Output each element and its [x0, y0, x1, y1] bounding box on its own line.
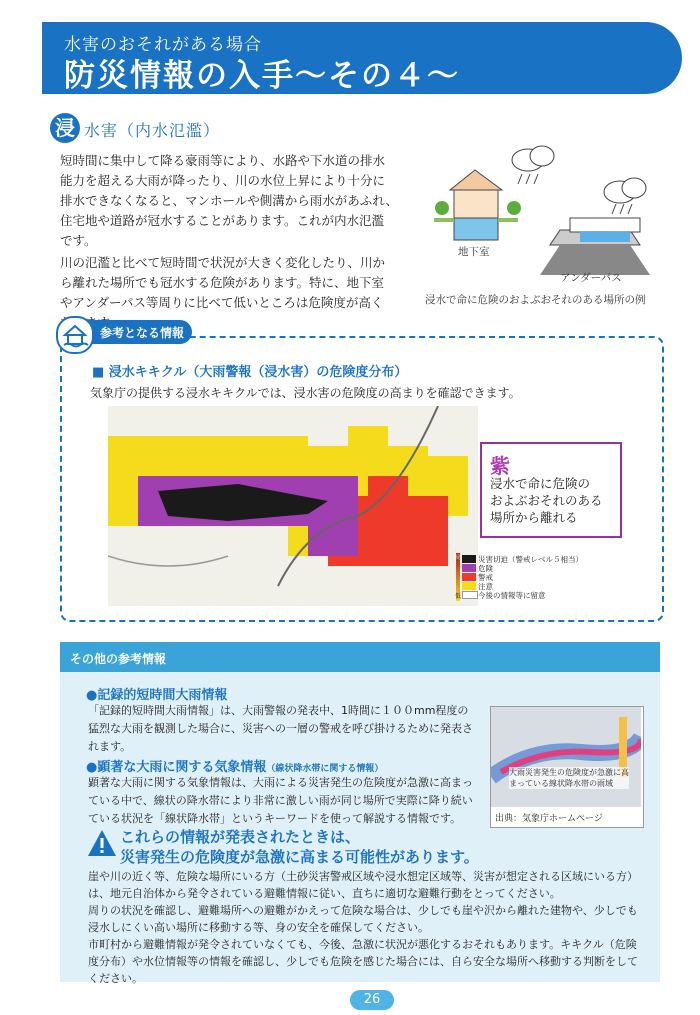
legend-label: 警戒: [478, 573, 493, 582]
basement-label: 地下室: [458, 246, 490, 258]
house-warning-icon: [56, 316, 94, 354]
section-badge: 浸: [50, 113, 80, 143]
underpass-icon: [540, 218, 650, 275]
legend-high: 高: [455, 554, 462, 561]
legend-label: 今後の情報等に留意: [478, 591, 546, 600]
kikikuru-heading: ■ 浸水キキクル（大雨警報（浸水害）の危険度分布）: [92, 365, 408, 380]
linear-rainband-title: ●顕著な大雨に関する気象情報（線状降水帯に関する情報）: [86, 760, 384, 775]
kikikuru-description: 気象庁の提供する浸水キキクルでは、浸水害の危険度の高まりを確認できます。: [90, 386, 521, 400]
rainband-map-image: [490, 706, 644, 828]
evacuation-guidance: 崖や川の近く等、危険な場所にいる方（土砂災害警戒区域や浸水想定区域等、災害が想定される区域にいる方） は、地元自治体から発令されている避難情報に従い、直ちに適切な避難行動をとってください。 周りの状況を確認し、避難場所への避難がかえって危険な場合は、少しでも崖や沢から離れた建物や、少しでも 浸水しにくい高い場所に移動する等、身の安全を確保してください。 市町村から避難情報が発令されていなくても、今後、急激に状況が悪化するおそれもあります。キキクル（危険 度分布）や水位情報等の情報を確認し、少しでも危険を感じた場合には、自ら安全な場所へ移動する判断をして ください。: [88, 870, 638, 985]
legend-swatch: [462, 573, 476, 581]
rain-cloud-icon: [512, 146, 646, 203]
other-info-heading: その他の参考情報: [70, 652, 167, 666]
section-title: 水害（内水氾濫）: [84, 121, 221, 140]
rainband-map-graphic: [491, 707, 641, 807]
linear-rainband-text: 顕著な大雨に関する気象情報は、大雨による災害発生の危険度が急激に高まっ ている中で、線状の降水帯により非常に激しい雨が同じ場所で実際に降り続い ている状況を「線状降水帯」というキーワードを使って解説する情報です。: [88, 776, 473, 825]
flood-paragraph-2: 川の氾濫と比べて短時間で状況が大きく変化したり、川か ら離れた場所でも冠水する危険があります。特に、地下室 やアンダーパス等周りに比べて低いところは危険度が高く: [60, 255, 386, 310]
legend-swatch: [462, 591, 478, 599]
legend-label: 注意: [478, 582, 493, 591]
illustration-caption: 浸水で命に危険のおよぶおそれのある場所の例: [425, 294, 646, 306]
legend-label: 災害切迫（警戒レベル５相当）: [478, 555, 583, 564]
page-title: 防災情報の入手〜その４〜: [64, 58, 460, 94]
record-rain-title: ●記録的短時間大雨情報: [86, 688, 228, 703]
record-rain-text: 「記録的短時間大雨情報」は、大雨警報の発表中、1時間に１００mm程度の 猛烈な大雨を観測した場合に、災害への一層の警戒を呼び掛けるために発表さ れます。: [88, 704, 473, 753]
photo-source: 出典：気象庁ホームページ: [495, 814, 603, 824]
warning-line-1: これらの情報が発表されたときは、: [120, 828, 361, 846]
header-subtitle: 水害のおそれがある場合: [64, 35, 262, 55]
risk-map: [108, 406, 478, 606]
legend-low: 低: [455, 593, 462, 600]
photo-inner-caption: 大雨災害発生の危険度が急激に高まっている線状降水帯の雨域: [509, 768, 629, 788]
warning-line-2: 災害発生の危険度が急激に高まる可能性があります。: [120, 848, 479, 866]
page-number: 26: [350, 990, 394, 1010]
callout-title: 紫: [490, 454, 510, 478]
legend-label: 危険: [478, 564, 493, 573]
reference-tab-label: 参考となる情報: [100, 326, 185, 340]
legend-swatch: [462, 555, 476, 563]
warning-icon: [86, 828, 118, 858]
callout-text: 浸水で命に危険の およぶおそれのある 場所から離れる: [490, 476, 603, 525]
flood-illustration: [430, 140, 650, 290]
legend-swatch: [462, 582, 476, 590]
underpass-label: アンダーパス: [560, 272, 622, 284]
legend-swatch: [462, 564, 476, 572]
flood-paragraph-1: 短時間に集中して降る豪雨等により、水路や下水道の排水 能力を超える大雨が降ったり、川の水位上昇により十分に 排水できなくなると、マンホールや側溝から雨水があふれ、 住宅地や道路が冠水することがあります。これが内水氾濫 です。: [60, 153, 399, 248]
risk-legend: [456, 553, 606, 601]
